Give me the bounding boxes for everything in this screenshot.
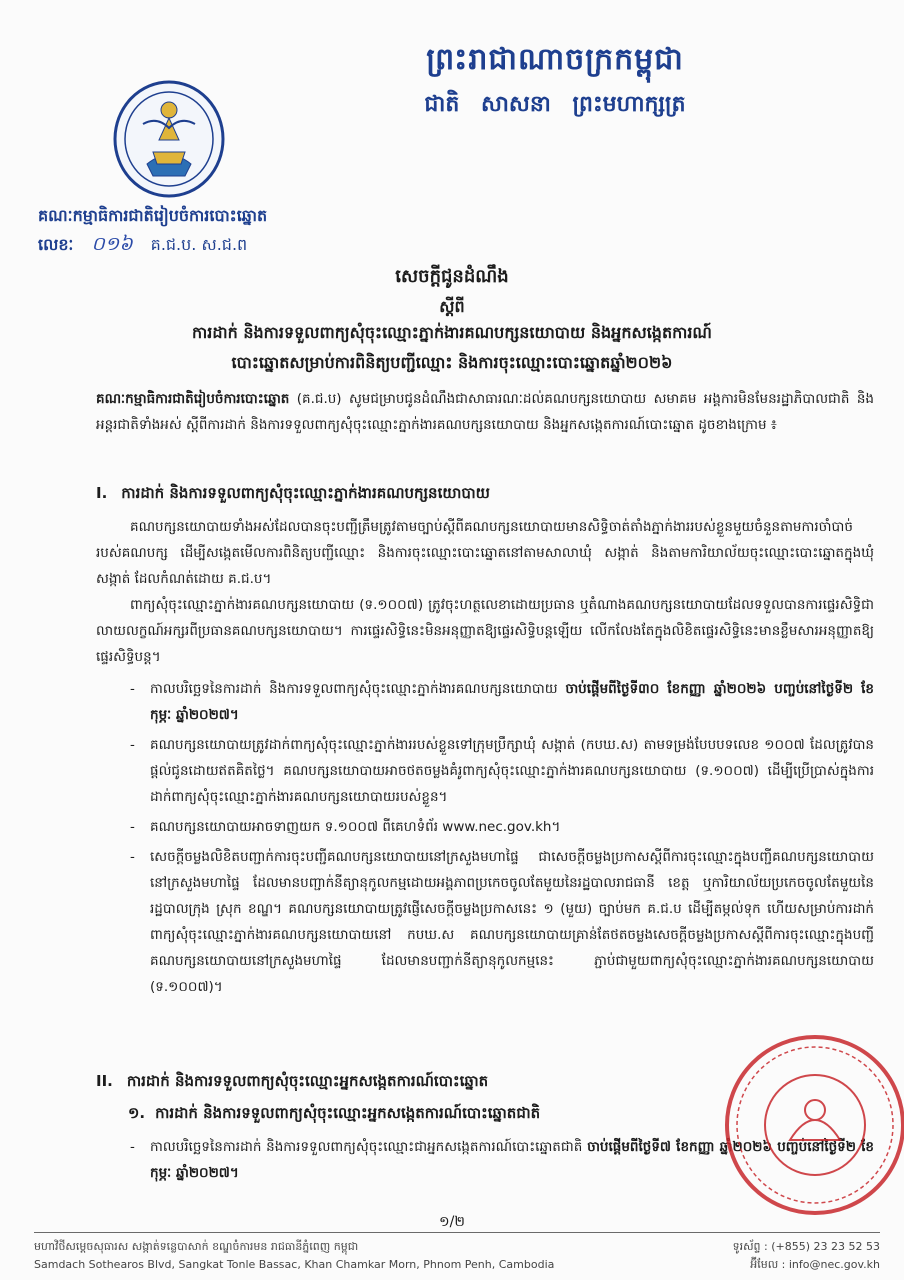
address-english: Samdach Sothearos Blvd, Sangkat Tonle Bassac, Khan Chamkar Morn, Phnom Penh, Cambodia [34,1258,555,1271]
reference-label: លេខៈ [38,235,74,254]
phone-number: ទូរស័ព្ទ : (+855) 23 23 52 53 [732,1240,880,1253]
section-1-heading [96,484,490,506]
reference-suffix: គ.ជ.ប. ស.ជ.ព [150,235,248,254]
footer-divider [34,1232,880,1233]
intro-text: (គ.ជ.ប) សូមជម្រាបជូនដំណឹងជាសាធារណៈដល់គណបក្សនយោបាយ សមាគម អង្គការមិនមែនរដ្ឋាភិបាលជាតិ និងអន្តរជាតិទាំងអស់ ស្តីពីការដាក់ និងការទទួលពាក្យសុំចុះឈ្មោះភ្នាក់ងារគណបក្សនយោបាយ និងអ្នកសង្កេតការណ៍បោះឆ្នោត ដូចខាងក្រោម ៖ [96,391,874,433]
intro-lead: គណៈកម្មាធិការជាតិរៀបចំការបោះឆ្នោត [96,391,290,407]
section-2-heading [96,1072,488,1094]
section-1-paragraph-2: ពាក្យសុំចុះឈ្មោះភ្នាក់ងារគណបក្សនយោបាយ (ទ.១០០៧) ត្រូវចុះហត្ថលេខាដោយប្រធាន ឬតំណាងគណបក្សនយោបាយដែលទទួលបានការផ្ទេរសិទ្ធិជាលាយលក្ខណ៍អក្សរពីប្រធានគណបក្សនយោបាយ។ ការផ្ទេរសិទ្ធិនេះមិនអនុញ្ញាតឱ្យផ្ទេរសិទ្ធិបន្តឡើយ លើកលែងតែក្នុងលិខិតផ្ទេរសិទ្ធិនេះមានខ្លឹមសារអនុញ្ញាតឱ្យផ្ទេរសិទ្ធិបន្ត។ [96,597,874,665]
subject-line-2: បោះឆ្នោតសម្រាប់ការពិនិត្យបញ្ជីឈ្មោះ និងការចុះឈ្មោះបោះឆ្នោតឆ្នាំ២០២៦ [231,353,673,372]
address-khmer: មហាវិថីសម្តេចសុធារស សង្កាត់ទន្លេបាសាក់ ខណ្ឌចំការមន រាជធានីភ្នំពេញ កម្ពុជា [34,1240,359,1253]
subsection-number: ១. [128,1104,146,1122]
reference-line [38,232,247,260]
title-about: ស្តីពី [439,297,465,316]
list-item: - គណបក្សនយោបាយត្រូវដាក់ពាក្យសុំចុះឈ្មោះភ្នាក់ងាររបស់ខ្លួនទៅក្រុមប្រឹក្សាឃុំ សង្កាត់ (កបឃ.ស) តាមទម្រង់បែបបទលេខ ១០០៧ ដែលត្រូវបានផ្តល់ជូនដោយឥតគិតថ្លៃ។ គណបក្សនយោបាយអាចថតចម្លងគំរូពាក្យសុំចុះឈ្មោះភ្នាក់ងារគណបក្សនយោបាយ (ទ.១០០៧) ដើម្បីប្រើប្រាស់ក្នុងការដាក់ពាក្យសុំចុះឈ្មោះភ្នាក់ងារគណបក្សនយោបាយរបស់ខ្លួន។ [130,737,874,805]
document-title: សេចក្តីជូនដំណឹង [395,266,509,287]
intro-paragraph [96,386,874,438]
section-1-paragraph-1: គណបក្សនយោបាយទាំងអស់ដែលបានចុះបញ្ជីត្រឹមត្រូវតាមច្បាប់ស្តីពីគណបក្សនយោបាយមានសិទ្ធិចាត់តាំងភ្នាក់ងាររបស់ខ្លួនមួយចំនួនតាមការចាំបាច់របស់គណបក្ស ដើម្បីសង្កេតមើលការពិនិត្យបញ្ជីឈ្មោះ និងការចុះឈ្មោះបោះឆ្នោតនៅតាមសាលាឃុំ សង្កាត់ និងតាមការិយាល័យចុះឈ្មោះបោះឆ្នោតក្នុងឃុំ សង្កាត់ ដែលកំណត់ដោយ គ.ជ.ប។ [96,519,874,587]
list-item: - កាលបរិច្ឆេទនៃការដាក់ និងការទទួលពាក្យសុំចុះឈ្មោះជាអ្នកសង្កេតការណ៍បោះឆ្នោតជាតិ ចាប់ផ្តើមពីថ្ងៃទី៧ ខែកញ្ញា ឆ្នាំ២០២៦ បញ្ចប់នៅថ្ងៃទី២ ខែកុម្ភៈ ឆ្នាំ២០២៧។ [130,1139,874,1181]
official-seal-icon [720,1030,904,1220]
kingdom-header [330,40,780,122]
list-item: - សេចក្តីចម្លងលិខិតបញ្ជាក់ការចុះបញ្ជីគណបក្សនយោបាយនៅក្រសួងមហាផ្ទៃ ជាសេចក្តីចម្លងប្រកាសស្តីពីការចុះឈ្មោះក្នុងបញ្ជីគណបក្សនយោបាយនៅក្រសួងមហាផ្ទៃ ដែលមានបញ្ជាក់នីត្យានុកូលកម្មដោយអង្គភាពប្រកេចចូលតែមួយនៃរដ្ឋបាលរាជធានី ខេត្ត ឬការិយាល័យប្រកេចចូលតែមួយនៃរដ្ឋបាលក្រុង ស្រុក ខណ្ឌ។ គណបក្សនយោបាយត្រូវផ្ញើសេចក្តីចម្លងប្រកាសនេះ ១ (មួយ) ច្បាប់មក គ.ជ.ប ដើម្បីតម្កល់ទុក ហើយសម្រាប់ការដាក់ពាក្យសុំចុះឈ្មោះភ្នាក់ងារគណបក្សនយោបាយនៅ កបឃ.ស គណបក្សនយោបាយគ្រាន់តែថតចម្លងសេចក្តីចម្លងប្រកាសស្តីពីការចុះឈ្មោះក្នុងបញ្ជីគណបក្សនយោបាយនៅក្រសួងមហាផ្ទៃ ដែលមានបញ្ជាក់នីត្យានុកូលកម្មនេះ ភ្ជាប់ជាមួយពាក្យសុំចុះឈ្មោះភ្នាក់ងារគណបក្សនយោបាយ (ទ.១០០៧)។ [130,849,874,995]
section-1-title: ការដាក់ និងការទទួលពាក្យសុំចុះឈ្មោះភ្នាក់ងារគណបក្សនយោបាយ [121,484,490,502]
list-item: - គណបក្សនយោបាយអាចទាញយក ទ.១០០៧ ពីគេហទំព័រ www.nec.gov.kh។ [130,819,561,835]
organization-name: គណៈកម្មាធិការជាតិរៀបចំការបោះឆ្នោត [38,206,268,225]
section-2-title: ការដាក់ និងការទទួលពាក្យសុំចុះឈ្មោះអ្នកសង្កេតការណ៍បោះឆ្នោត [126,1072,489,1090]
footer-address [34,1238,554,1274]
section-1-bullets [130,676,875,1004]
reference-number: ០១៦ [91,233,133,255]
section-2-number: II. [96,1072,113,1090]
subject-line-1: ការដាក់ និងការទទួលពាក្យសុំចុះឈ្មោះភ្នាក់ងារគណបក្សនយោបាយ និងអ្នកសង្កេតការណ៍ [192,323,712,342]
national-motto: ជាតិ សាសនា ព្រះមហាក្សត្រ [424,91,686,117]
list-item: - កាលបរិច្ឆេទនៃការដាក់ និងការទទួលពាក្យសុំចុះឈ្មោះភ្នាក់ងារគណបក្សនយោបាយ ចាប់ផ្តើមពីថ្ងៃទី៣០ ខែកញ្ញា ឆ្នាំ២០២៦ បញ្ចប់នៅថ្ងៃទី២ ខែកុម្ភៈ ឆ្នាំ២០២៧។ [130,681,875,723]
page-number: ១/២ [439,1214,465,1230]
kingdom-title: ព្រះរាជាណាចក្រកម្ពុជា [426,42,684,77]
section-2-subheading [128,1104,540,1126]
subsection-title: ការដាក់ និងការទទួលពាក្យសុំចុះឈ្មោះអ្នកសង្កេតការណ៍បោះឆ្នោតជាតិ [155,1104,541,1122]
footer-contact [733,1238,880,1274]
email-address: អ៊ីមែល : info@nec.gov.kh [750,1258,880,1271]
section-1-number: I. [96,484,108,502]
nec-emblem-icon [113,80,225,198]
